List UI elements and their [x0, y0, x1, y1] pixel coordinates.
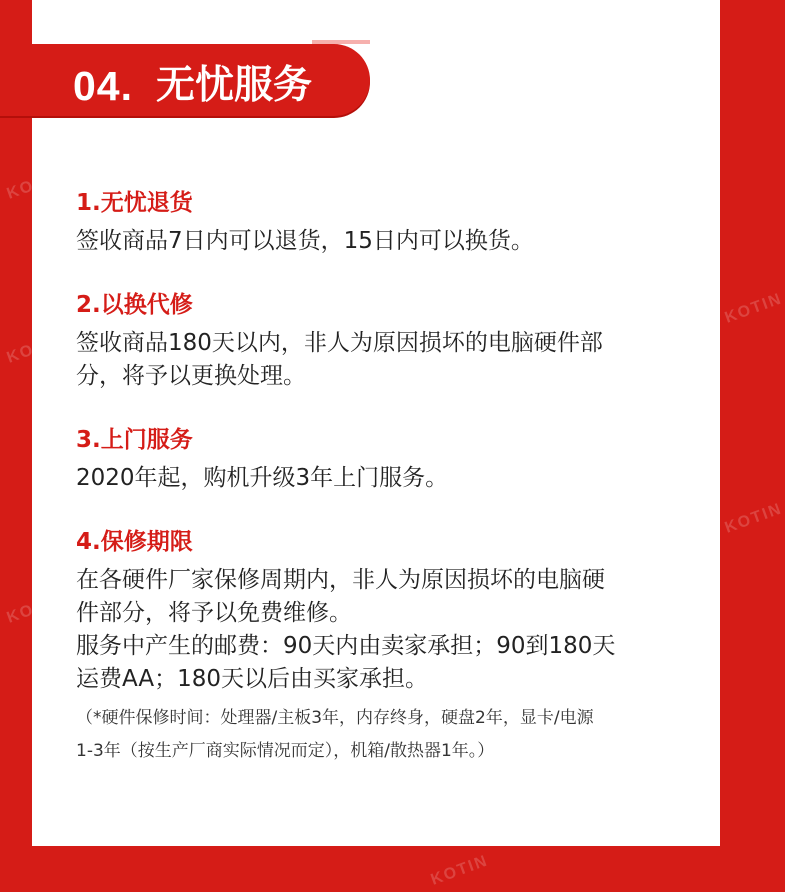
section-title: 4.保修期限: [76, 529, 193, 555]
warranty-note-line: （*硬件保修时间：处理器/主板3年，内存终身，硬盘2年，显卡/电源: [76, 708, 594, 728]
section-number: 04.: [73, 63, 133, 109]
section-onsite-service: [76, 425, 686, 495]
section-warranty-period: [76, 527, 686, 768]
section-title: 1.无忧退货: [76, 190, 193, 216]
section-replace-for-repair: [76, 290, 686, 393]
section-line: 件部分，将予以免费维修。: [76, 600, 352, 626]
section-title: 2.以换代修: [76, 292, 193, 318]
page-title: 无忧服务: [156, 63, 313, 108]
watermark-logo: KOTIN: [722, 500, 785, 537]
section-line: 签收商品7日内可以退货，15日内可以换货。: [76, 228, 534, 254]
warranty-note-line: 1-3年（按生产厂商实际情况而定），机箱/散热器1年。）: [76, 741, 495, 761]
bottom-strip: [0, 846, 750, 892]
section-line: 服务中产生的邮费：90天内由卖家承担；90到180天: [76, 633, 616, 659]
section-line: 在各硬件厂家保修周期内，非人为原因损坏的电脑硬: [76, 567, 605, 593]
section-line: 运费AA；180天以后由买家承担。: [76, 666, 429, 692]
watermark-logo: KOTIN: [722, 290, 785, 327]
watermark-logo: KOTIN: [428, 852, 491, 889]
watermark-logo: KOTIN: [4, 590, 67, 627]
section-line: 2020年起，购机升级3年上门服务。: [76, 465, 449, 491]
section-title: 3.上门服务: [76, 427, 193, 453]
watermark-logo: KOTIN: [4, 330, 67, 367]
service-content: [76, 188, 686, 800]
section-line: 签收商品180天以内，非人为原因损坏的电脑硬件部: [76, 330, 603, 356]
watermark-logo: KOTIN: [4, 166, 67, 203]
section-line: 分，将予以更换处理。: [76, 363, 306, 389]
section-worry-free-return: [76, 188, 686, 258]
